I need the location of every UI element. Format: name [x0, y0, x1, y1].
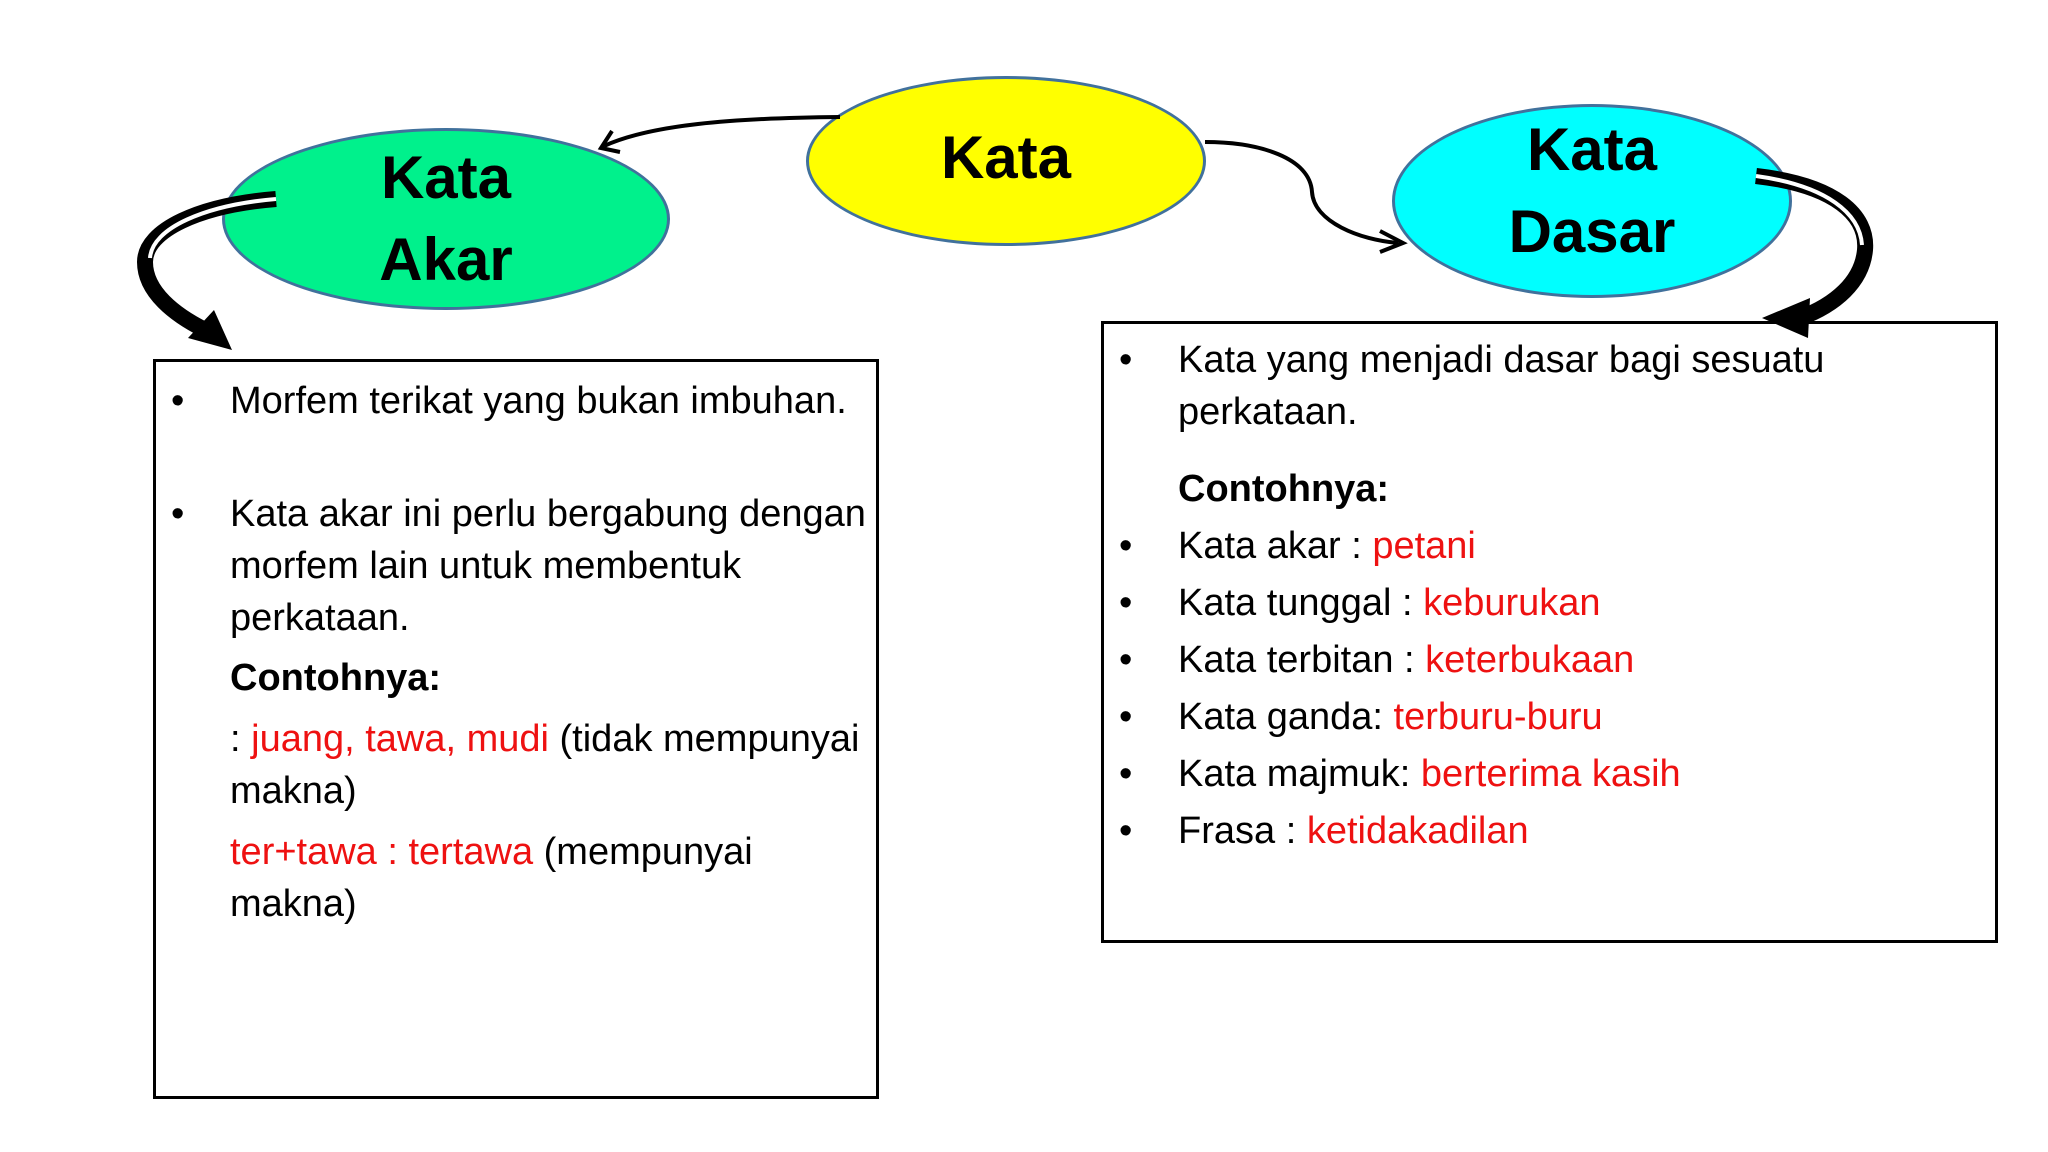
example-2-note: (mempunyai makna)	[230, 831, 753, 925]
example-item-label: Frasa :	[1178, 810, 1307, 852]
kata-akar-description-box	[153, 359, 879, 1099]
example-item-word: petani	[1372, 525, 1476, 567]
example-item-word: berterima kasih	[1420, 753, 1681, 795]
example-2-words: ter+tawa : tertawa	[230, 831, 534, 873]
example-item-label: Kata ganda:	[1178, 696, 1394, 738]
example-item-word: keterbukaan	[1425, 639, 1635, 681]
arrow-kata-to-akar	[604, 117, 840, 146]
example-item-label: Kata akar :	[1178, 525, 1373, 567]
example-1-note: (tidak mempunyai makna)	[230, 718, 860, 812]
node-kata-label: Kata	[940, 124, 1072, 191]
node-kata-akar-line2: Akar	[379, 226, 513, 293]
kata-dasar-example-item	[1104, 691, 1998, 743]
example-item-word: terburu-buru	[1393, 696, 1603, 738]
node-kata-akar-line1: Kata	[380, 144, 512, 211]
node-kata	[806, 76, 1206, 246]
kata-akar-bullet-1: • Morfem terikat yang bukan imbuhan.	[156, 375, 870, 427]
node-kata-dasar	[1392, 104, 1792, 298]
arrow-kata-to-dasar-head	[1380, 231, 1403, 252]
example-item-word: ketidakadilan	[1306, 810, 1529, 852]
node-kata-akar	[222, 128, 670, 310]
example-item-word: keburukan	[1423, 582, 1601, 624]
example-item-label: Kata terbitan :	[1178, 639, 1426, 681]
kata-dasar-example-item	[1104, 805, 1998, 857]
arrow-kata-to-dasar	[1205, 142, 1398, 243]
node-kata-dasar-line2: Dasar	[1508, 198, 1676, 265]
node-kata-dasar-line1: Kata	[1526, 116, 1658, 183]
kata-dasar-example-heading: Contohnya:	[1178, 468, 1390, 510]
kata-dasar-example-item	[1104, 520, 1998, 572]
kata-dasar-example-item	[1104, 577, 1998, 629]
example-1-words: juang, tawa, mudi	[251, 718, 549, 760]
kata-akar-bullet-2: • Kata akar ini perlu bergabung dengan morfem lain untuk membentuk perkataan.	[156, 488, 870, 644]
kata-akar-example-2	[156, 826, 870, 930]
arrow-kata-to-akar-head	[601, 131, 620, 152]
kata-dasar-example-item	[1104, 634, 1998, 686]
example-item-label: Kata tunggal :	[1178, 582, 1424, 624]
example-1-prefix: :	[230, 718, 252, 760]
kata-akar-example-heading: Contohnya:	[230, 657, 442, 699]
kata-dasar-bullet-1: • Kata yang menjadi dasar bagi sesuatu perkataan.	[1104, 334, 1998, 438]
arrow-akar-to-box-head	[188, 310, 232, 350]
example-item-label: Kata majmuk:	[1178, 753, 1421, 795]
kata-akar-example-1	[156, 713, 870, 817]
kata-dasar-description-box	[1101, 321, 1998, 943]
kata-dasar-example-item	[1104, 748, 1998, 800]
